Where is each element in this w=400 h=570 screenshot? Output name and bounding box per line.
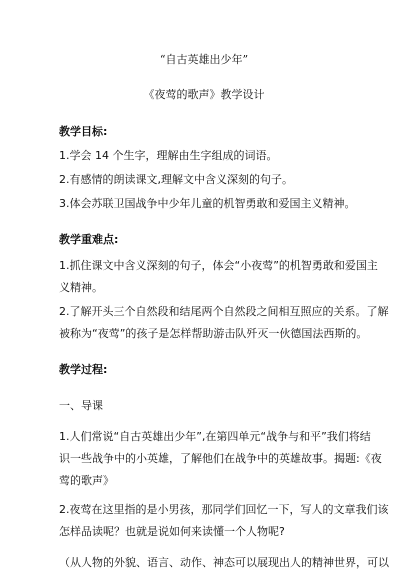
document-title: 《夜莺的歌声》教学设计 — [143, 88, 265, 101]
process-para-1-line-3: 莺的歌声》 — [59, 474, 114, 487]
process-para-3-line-1: （从人物的外貌、语言、动作、神态可以展现出人的精神世界，可以 — [59, 556, 389, 569]
process-heading: 教学过程: — [59, 363, 108, 376]
goal-item-3: 3.体会苏联卫国战争中少年儿童的机智勇敢和爱国主义精神。 — [59, 197, 356, 210]
key-point-2-line-1: 2.了解开头三个自然段和结尾两个自然段之间相互照应的关系。了解 — [59, 305, 389, 318]
goal-item-2: 2.有感情的朗读课文,理解文中含义深刻的句子。 — [59, 173, 293, 186]
goal-item-1: 1.学会 14 个生字，理解由生字组成的词语。 — [59, 149, 278, 162]
key-points-heading: 教学重难点: — [59, 233, 119, 246]
process-para-1-line-2: 识一些战争中的小英雄，了解他们在战争中的英雄故事。揭题:《夜 — [59, 452, 382, 465]
document-body — [59, 52, 389, 570]
process-para-2-line-1: 2.夜莺在这里指的是小男孩，那同学们回忆一下，写人的文章我们该 — [59, 503, 389, 516]
key-point-1-line-2: 义精神。 — [59, 281, 103, 294]
key-point-2-line-2: 被称为“夜莺”的孩子是怎样帮助游击队歼灭一伙德国法西斯的。 — [59, 327, 368, 340]
process-intro: 一、导课 — [59, 399, 103, 412]
process-para-1-line-1: 1.人们常说“自古英雄出少年”,在第四单元“战争与和平”我们将结 — [59, 430, 371, 443]
document-subtitle: “自古英雄出少年” — [159, 53, 249, 66]
goals-heading: 教学目标: — [59, 125, 108, 138]
process-para-2-line-2: 怎样品读呢？也就是说如何来读懂一个人物呢? — [59, 525, 285, 538]
key-point-1-line-1: 1.抓住课文中含义深刻的句子，体会“小夜莺”的机智勇敢和爱国主 — [59, 259, 378, 272]
